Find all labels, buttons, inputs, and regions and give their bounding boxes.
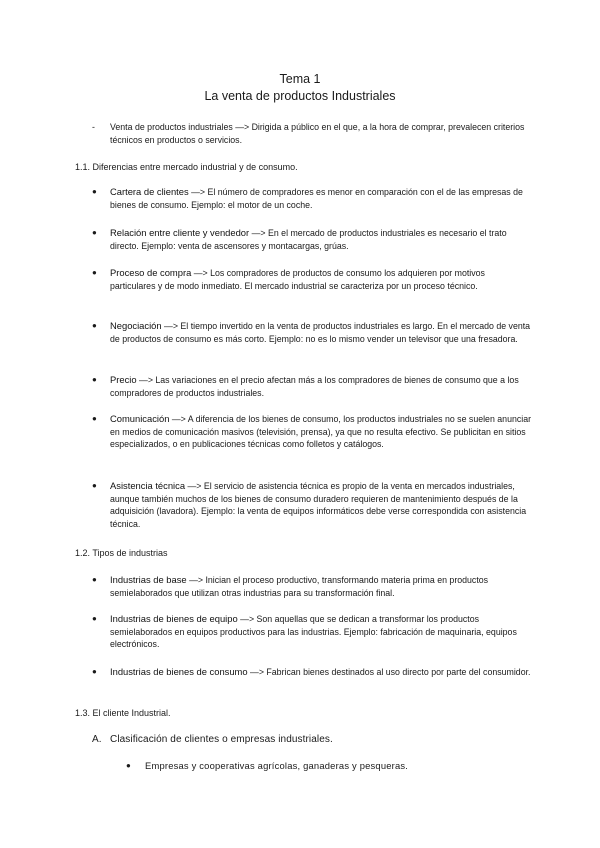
item-text: —> Los compradores de productos de consumo los adquieren por motivos particulares y de modo inmediato. El mercado industrial se caracteriza por un proceso técnico.: [110, 268, 485, 291]
item-term: Industrias de bienes de equipo: [110, 613, 238, 624]
bullet-icon: ●: [92, 321, 97, 330]
list-item: [92, 613, 532, 651]
item-text: —> En el mercado de productos industriales es necesario el trato directo. Ejemplo: venta de ascensores y montacargas, grúas.: [110, 228, 507, 251]
intro-text: Venta de productos industriales —> Dirigida a público en el que, a la hora de comprar, prevalecen criterios técnicos en productos o servicios.: [110, 122, 525, 145]
item-term: Negociación: [110, 320, 162, 331]
item-text: —> A diferencia de los bienes de consumo, los productos industriales no se suelen anunciar en medios de comunicación masivos (televisión, prensa), ya que no resulta efectivo. Se publicitan en sitios especializados, o en publicaciones técnicas como folletos y catálogos.: [110, 414, 532, 450]
bullet-icon: ●: [92, 614, 97, 623]
item-text: —> Son aquellas que se dedican a transformar los productos semielaborados en equipos productivos para las industrias. Ejemplo: fabricación de maquinaria, equipos electrónicos.: [110, 614, 517, 650]
item-text: Empresas y cooperativas agrícolas, ganaderas y pesqueras.: [145, 760, 409, 771]
list-item: [92, 413, 532, 451]
item-text: —> Fabrican bienes destinados al uso directo por parte del consumidor.: [247, 667, 531, 677]
bullet-icon: ●: [92, 481, 97, 490]
sub-heading-a: [92, 733, 333, 746]
item-text: —> Las variaciones en el precio afectan más a los compradores de bienes de consumo que a los compradores de productos industriales.: [110, 375, 519, 398]
bullet-icon: ●: [92, 575, 97, 584]
list-item: [92, 267, 532, 292]
list-item: [126, 760, 408, 772]
intro-dash-item: [92, 121, 532, 146]
section-heading-1-1: 1.1. Diferencias entre mercado industrial y de consumo.: [75, 162, 298, 172]
list-item: [92, 374, 532, 399]
sub-heading-text: Clasificación de clientes o empresas industriales.: [110, 734, 333, 745]
item-text: —> El tiempo invertido en la venta de productos industriales es largo. En el mercado de venta de productos de consumo es más corto. Ejemplo: no es lo mismo vender un televisor que una fresadora.: [110, 321, 531, 344]
bullet-icon: ●: [92, 667, 97, 676]
item-term: Cartera de clientes: [110, 186, 189, 197]
sub-heading-marker: A.: [92, 734, 102, 745]
item-term: Relación entre cliente y vendedor: [110, 227, 250, 238]
list-item: [92, 574, 532, 599]
item-term: Industrias de base: [110, 574, 187, 585]
list-item: [92, 227, 532, 252]
list-item: [92, 186, 532, 211]
item-term: Proceso de compra: [110, 267, 192, 278]
section-heading-1-2: 1.2. Tipos de industrias: [75, 548, 168, 558]
item-text: —> El servicio de asistencia técnica es propio de la venta en mercados industriales, aunque también muchos de los bienes de consumo duradero requieren de mantenimiento después de la adquisición (lavadora). Ejemplo: la venta de equipos informáticos debe verse correspondida con asistencia técnica.: [110, 481, 527, 529]
bullet-icon: ●: [126, 761, 131, 770]
list-item: [92, 480, 532, 530]
bullet-icon: ●: [92, 375, 97, 384]
item-term: Asistencia técnica: [110, 480, 186, 491]
bullet-icon: ●: [92, 228, 97, 237]
bullet-icon: ●: [92, 414, 97, 423]
section-heading-1-3: 1.3. El cliente Industrial.: [75, 708, 171, 718]
list-item: [92, 320, 532, 345]
bullet-icon: ●: [92, 268, 97, 277]
dash-marker: -: [92, 122, 95, 132]
item-term: Comunicación: [110, 413, 170, 424]
item-term: Precio: [110, 374, 137, 385]
document-subtitle: La venta de productos Industriales: [204, 89, 396, 103]
document-title: Tema 1: [279, 72, 321, 86]
item-text: —> Inician el proceso productivo, transformando materia prima en productos semielaborados que utilizan otras industrias para su transformación final.: [110, 575, 489, 598]
bullet-icon: ●: [92, 187, 97, 196]
item-text: —> El número de compradores es menor en comparación con el de las empresas de bienes de consumo. Ejemplo: el motor de un coche.: [110, 187, 523, 210]
list-item: [92, 666, 532, 679]
item-term: Industrias de bienes de consumo: [110, 666, 248, 677]
